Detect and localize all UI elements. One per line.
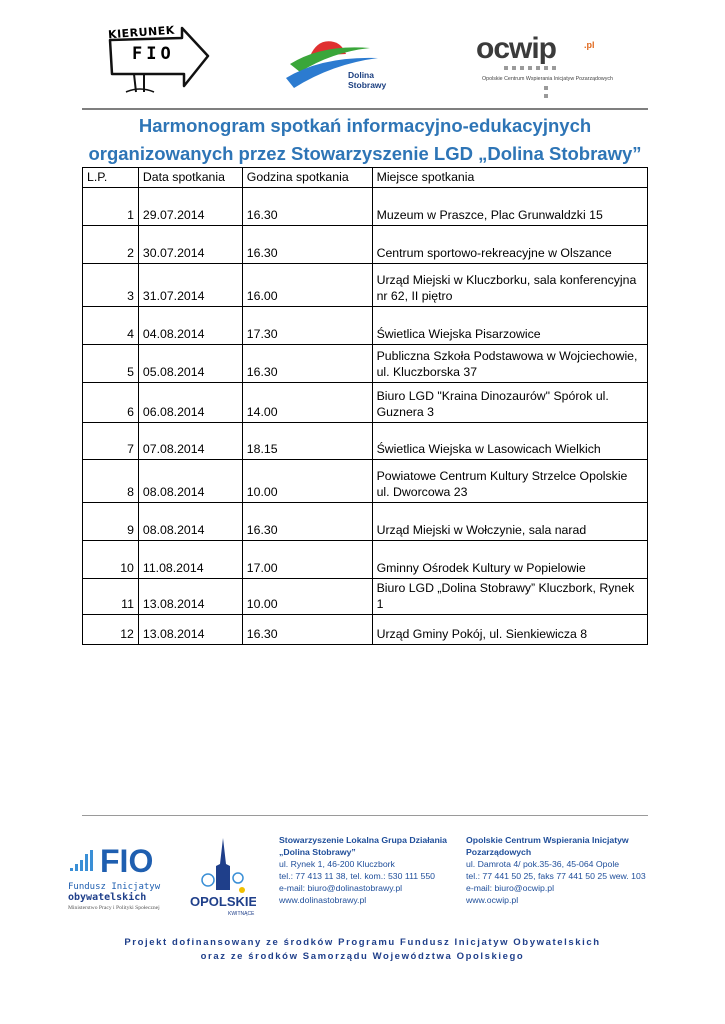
tower-icon (216, 838, 230, 890)
ocwip-email[interactable]: e-mail: biuro@ocwip.pl (466, 883, 555, 893)
fio-text: FIO (132, 44, 175, 64)
cell-lp: 2 (83, 226, 139, 264)
table-row (83, 264, 648, 307)
cell-time: 16.30 (242, 226, 372, 264)
cell-lp: 12 (83, 615, 139, 645)
lgd-org-line2: „Dolina Stobrawy” (279, 847, 356, 857)
cell-lp: 4 (83, 307, 139, 345)
cell-place: Świetlica Wiejska w Lasowicach Wielkich (372, 423, 647, 460)
table-row (83, 188, 648, 226)
lgd-website-link[interactable]: www.dolinastobrawy.pl (279, 895, 367, 905)
cell-lp: 11 (83, 579, 139, 615)
opolskie-text: OPOLSKIE (190, 894, 256, 909)
table-row (83, 423, 648, 460)
cell-date: 11.08.2014 (138, 541, 242, 579)
cell-place: Powiatowe Centrum Kultury Strzelce Opolskie ul. Dworcowa 23 (372, 460, 647, 503)
ocwip-website-link[interactable]: www.ocwip.pl (466, 895, 519, 905)
header-divider (82, 108, 648, 110)
opolskie-graphic (190, 834, 256, 918)
header-date: Data spotkania (138, 168, 242, 188)
cell-time: 16.00 (242, 264, 372, 307)
schedule-table (82, 167, 648, 645)
table-row (83, 460, 648, 503)
header-lp: L.P. (83, 168, 139, 188)
ocwip-address: ul. Damrota 4/ pok.35-36, 45-064 Opole (466, 859, 620, 869)
lgd-email[interactable]: e-mail: biuro@dolinastobrawy.pl (279, 883, 403, 893)
cell-time: 16.30 (242, 615, 372, 645)
kierunek-fio-logo (104, 23, 212, 96)
cell-date: 08.08.2014 (138, 460, 242, 503)
table-row (83, 345, 648, 383)
cell-date: 07.08.2014 (138, 423, 242, 460)
cell-time: 18.15 (242, 423, 372, 460)
footer-divider (82, 815, 648, 816)
dolina-text-line2: Stobrawy (348, 80, 387, 90)
cell-lp: 5 (83, 345, 139, 383)
cell-place: Biuro LGD "Kraina Dinozaurów" Spórok ul. Guznera 3 (372, 383, 647, 423)
cell-place: Urząd Gminy Pokój, ul. Sienkiewicza 8 (372, 615, 647, 645)
opolskie-logo (190, 834, 256, 918)
lgd-contact-block (279, 834, 459, 906)
fio-footer-graphic (66, 842, 186, 912)
lgd-phone: tel.: 77 413 11 38, tel. kom.: 530 111 550 (279, 871, 435, 881)
ocwip-org-line2: Pozarządowych (466, 847, 532, 857)
cell-place: Urząd Miejski w Kluczborku, sala konferencyjna nr 62, II piętro (372, 264, 647, 307)
cell-time: 17.30 (242, 307, 372, 345)
cell-lp: 6 (83, 383, 139, 423)
cell-lp: 10 (83, 541, 139, 579)
fio-line3-text: Ministerstwo Pracy i Polityki Społecznej (68, 905, 160, 911)
ocwip-org-line1: Opolskie Centrum Wspierania Inicjatyw (466, 835, 629, 845)
project-funding-line1: Projekt dofinansowany ze środków Programu Fundusz Inicjatyw Obywatelskich (124, 937, 601, 948)
cell-date: 13.08.2014 (138, 579, 242, 615)
cell-time: 10.00 (242, 579, 372, 615)
cell-place: Centrum sportowo-rekreacyjne w Olszance (372, 226, 647, 264)
ocwip-dots-icon (504, 64, 594, 100)
dolina-stobrawy-logo (282, 34, 392, 94)
cell-time: 17.00 (242, 541, 372, 579)
cell-date: 31.07.2014 (138, 264, 242, 307)
lgd-org-line1: Stowarzyszenie Lokalna Grupa Działania (279, 835, 448, 845)
cell-lp: 3 (83, 264, 139, 307)
cell-place: Świetlica Wiejska Pisarzowice (372, 307, 647, 345)
cell-place: Publiczna Szkoła Podstawowa w Wojciechowie, ul. Kluczborska 37 (372, 345, 647, 383)
cell-date: 29.07.2014 (138, 188, 242, 226)
table-row (83, 383, 648, 423)
ocwip-contact-block (466, 834, 666, 906)
table-row (83, 503, 648, 541)
cell-time: 16.30 (242, 503, 372, 541)
cell-lp: 8 (83, 460, 139, 503)
cell-date: 30.07.2014 (138, 226, 242, 264)
table-row (83, 615, 648, 645)
table-row (83, 579, 648, 615)
ocwip-logo (474, 30, 624, 100)
table-row (83, 307, 648, 345)
ocwip-text: ocwip (476, 32, 557, 65)
ocwip-pl-text: .pl (584, 40, 595, 50)
cell-time: 16.30 (242, 345, 372, 383)
cell-date: 13.08.2014 (138, 615, 242, 645)
fio-line1-text: Fundusz Inicjatyw (68, 882, 161, 892)
ocwip-subtitle: Opolskie Centrum Wspierania Inicjatyw Pozarządowych (482, 76, 614, 82)
cell-place: Gminny Ośrodek Kultury w Popielowie (372, 541, 647, 579)
header-time: Godzina spotkania (242, 168, 372, 188)
opolskie-sub-text: KWITNĄCE (228, 911, 255, 917)
cell-date: 08.08.2014 (138, 503, 242, 541)
fio-dots-icon (70, 850, 93, 871)
dolina-text (348, 70, 386, 90)
lgd-address: ul. Rynek 1, 46-200 Kluczbork (279, 859, 395, 869)
table-header-row (83, 168, 648, 188)
cell-place: Urząd Miejski w Wołczynie, sala narad (372, 503, 647, 541)
project-funding-line2: oraz ze środków Samorządu Województwa Opolskiego (200, 951, 525, 962)
cell-lp: 1 (83, 188, 139, 226)
cell-date: 06.08.2014 (138, 383, 242, 423)
cell-place: Muzeum w Praszce, Plac Grunwaldzki 15 (372, 188, 647, 226)
cell-lp: 7 (83, 423, 139, 460)
cell-date: 05.08.2014 (138, 345, 242, 383)
page-title-line1: Harmonogram spotkań informacyjno-edukacyjnych (138, 115, 592, 136)
fio-line2-text: obywatelskich (68, 892, 147, 903)
cell-date: 04.08.2014 (138, 307, 242, 345)
table-row (83, 226, 648, 264)
cell-place: Biuro LGD „Dolina Stobrawy” Kluczbork, Rynek 1 (372, 579, 647, 615)
ocwip-phone: tel.: 77 441 50 25, faks 77 441 50 25 wew. 103 (466, 871, 646, 881)
cell-time: 10.00 (242, 460, 372, 503)
fio-footer-logo (66, 842, 186, 912)
cell-time: 14.00 (242, 383, 372, 423)
table-row (83, 541, 648, 579)
cell-lp: 9 (83, 503, 139, 541)
dolina-text-line1: Dolina (348, 70, 374, 80)
cell-time: 16.30 (242, 188, 372, 226)
page-title-line2: organizowanych przez Stowarzyszenie LGD „Dolina Stobrawy” (88, 143, 642, 164)
fio-big-text: FIO (100, 843, 154, 879)
kierunek-text: KIERUNEK (107, 23, 176, 42)
header-place: Miejsce spotkania (372, 168, 647, 188)
